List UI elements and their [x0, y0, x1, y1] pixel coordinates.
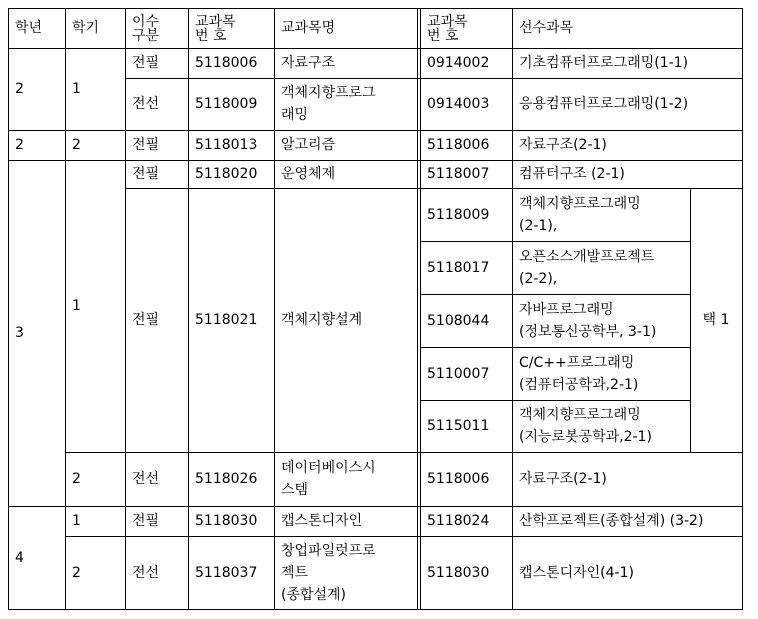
course-code: 5118020 [195, 166, 258, 182]
header-course-name: 교과목명 [281, 20, 336, 36]
course-name: 창업파일럿프로 젝트 (종합설계) [281, 543, 376, 603]
prereq-code: 5118006 [427, 471, 490, 487]
course-code: 5118030 [195, 513, 258, 529]
prereq-name: 응용컴퓨터프로그래밍(1-2) [519, 96, 689, 112]
course-type: 전필 [132, 513, 160, 529]
semester-cell: 2 [72, 137, 81, 153]
grade-cell: 3 [15, 325, 24, 341]
prereq-name: 자료구조(2-1) [519, 137, 607, 153]
prereq-name: 산학프로젝트(종합설계) (3-2) [519, 513, 704, 529]
prereq-code: 0914002 [427, 55, 490, 71]
course-name: 알고리즘 [281, 137, 336, 153]
course-type: 전필 [132, 312, 160, 328]
course-name: 캡스톤디자인 [281, 513, 363, 529]
header-semester: 학기 [72, 20, 100, 36]
prereq-code: 5118017 [427, 259, 490, 276]
course-code: 5118021 [195, 312, 258, 328]
prereq-code: 5115011 [427, 418, 490, 434]
course-code: 5118037 [195, 565, 258, 581]
prereq-name: 객체지향프로그래밍 (2-1), [519, 195, 641, 234]
grade-cell: 2 [15, 81, 24, 97]
grade-cell: 4 [15, 550, 24, 566]
prereq-code: 5110007 [427, 365, 490, 382]
course-name: 데이터베이스시 스템 [281, 460, 376, 498]
course-code: 5118013 [195, 137, 258, 153]
course-code: 5118006 [195, 55, 258, 71]
course-code: 5118009 [195, 96, 258, 112]
prereq-name: 기초컴퓨터프로그래밍(1-1) [519, 55, 689, 71]
course-code: 5118026 [195, 471, 258, 487]
course-name: 객체지향프로그 래밍 [281, 85, 376, 123]
semester-cell: 1 [72, 81, 81, 97]
header-course-type: 이수 구분 [132, 14, 160, 44]
header-grade: 학년 [15, 20, 43, 36]
course-type: 전선 [132, 471, 160, 487]
prereq-code: 5118007 [427, 166, 490, 182]
semester-cell: 2 [72, 471, 81, 487]
header-prereq-name: 선수과목 [519, 20, 574, 36]
prereq-code: 0914003 [427, 96, 490, 112]
course-type: 전필 [132, 137, 160, 153]
course-type: 전필 [132, 55, 160, 71]
semester-cell: 2 [72, 565, 81, 581]
prereq-code: 5118024 [427, 513, 490, 529]
prereq-code: 5108044 [427, 312, 490, 329]
choice-note: 택 1 [702, 312, 730, 328]
prereq-code: 5118009 [427, 206, 490, 223]
header-prereq-code: 교과목 번 호 [427, 14, 468, 44]
prereq-name: 오픈소스개발프로젝트 (2-2), [519, 248, 655, 287]
course-name: 자료구조 [281, 55, 336, 71]
prereq-name: C/C++프로그래밍 (컴퓨터공학과,2-1) [519, 354, 639, 393]
prereq-name: 자바프로그래밍 (정보통신공학부, 3-1) [519, 301, 657, 340]
prereq-code: 5118006 [427, 137, 490, 153]
course-type: 전선 [132, 565, 160, 581]
course-type: 전선 [132, 96, 160, 112]
prereq-name: 객체지향프로그래밍 (지능로봇공학과,2-1) [519, 407, 652, 445]
prereq-code: 5118030 [427, 565, 490, 581]
grade-cell: 2 [15, 137, 24, 153]
course-name: 운영체제 [281, 166, 336, 182]
course-name: 객체지향설계 [281, 312, 363, 328]
semester-cell: 1 [72, 513, 81, 529]
semester-cell: 1 [72, 298, 81, 314]
prereq-name: 캡스톤디자인(4-1) [519, 565, 634, 581]
prereq-name: 자료구조(2-1) [519, 471, 607, 487]
header-course-code: 교과목 번 호 [195, 14, 236, 44]
prereq-name: 컴퓨터구조 (2-1) [519, 166, 625, 182]
course-type: 전필 [132, 166, 160, 182]
